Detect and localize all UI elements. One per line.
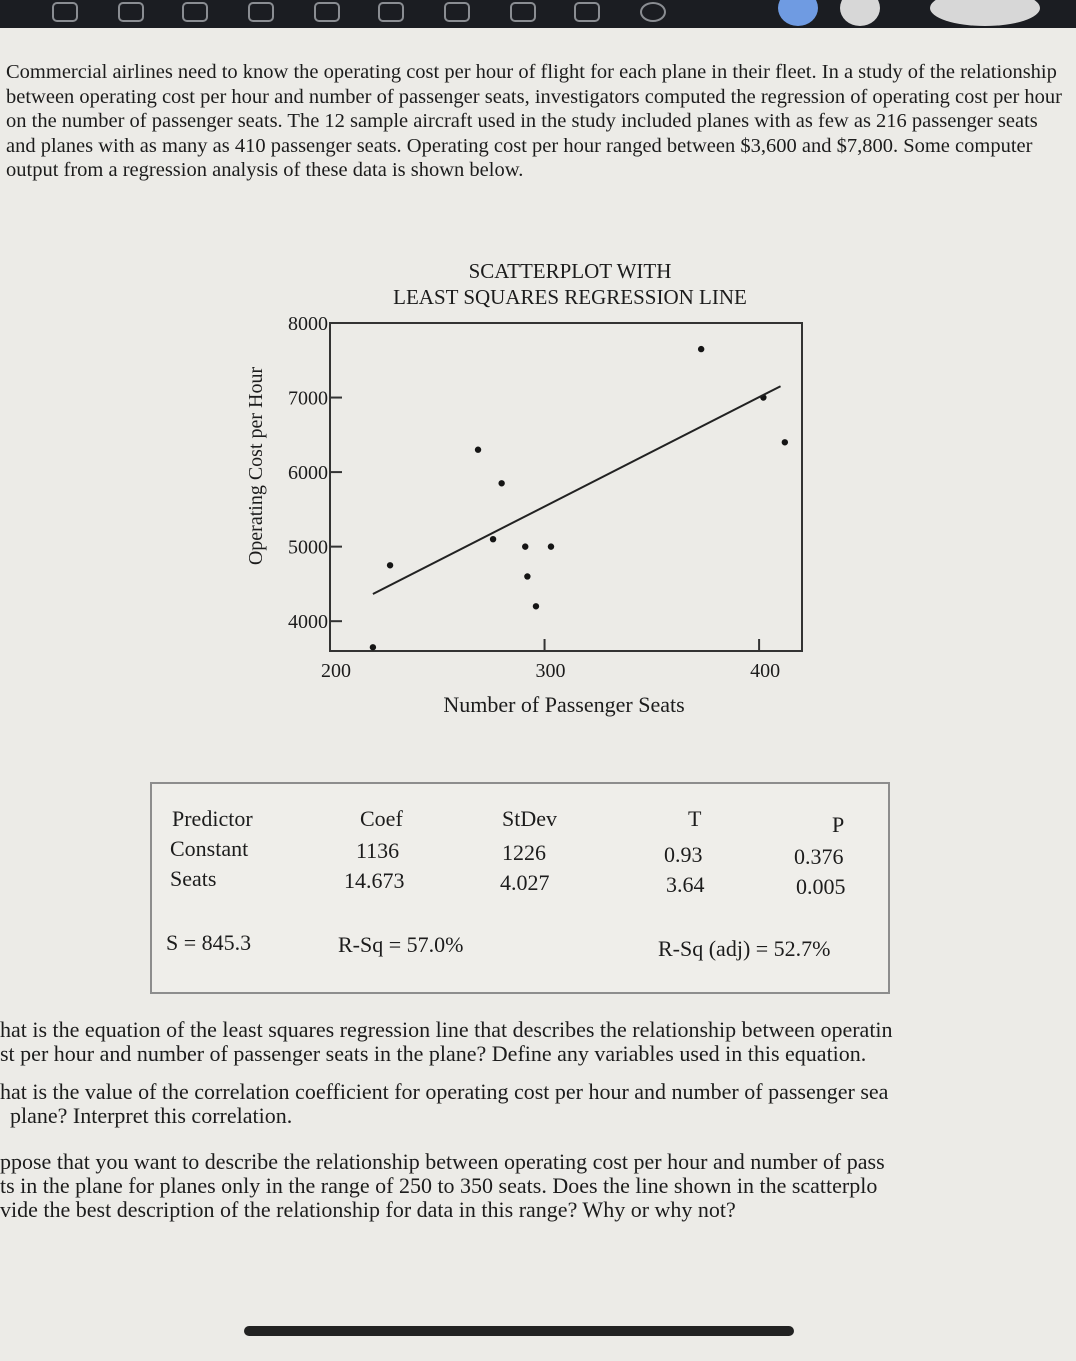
header-p: P <box>832 812 845 837</box>
chart-title-line-2: LEAST SQUARES REGRESSION LINE <box>393 285 747 309</box>
question-line: ppose that you want to describe the relationship between operating cost per hour and number of pass <box>0 1150 885 1174</box>
question-line: vide the best description of the relationship for data in this range? Why or why not? <box>0 1198 736 1222</box>
s-value: S = 845.3 <box>166 930 252 955</box>
question-line: hat is the equation of the least squares regression line that describes the relationship between operatin <box>0 1018 893 1042</box>
regression-line <box>373 386 781 594</box>
question-list <box>0 1018 1076 1222</box>
question-line: ts in the plane for planes only in the range of 250 to 350 seats. Does the line shown in the scatterplo <box>0 1174 878 1198</box>
x-tick-label: 200 <box>321 660 351 682</box>
data-point <box>698 346 704 352</box>
data-point <box>387 562 393 568</box>
data-point <box>490 536 496 542</box>
data-point <box>475 447 481 453</box>
row-seats-p: 0.005 <box>796 874 846 899</box>
question-line: st per hour and number of passenger seats in the plane? Define any variables used in this equation. <box>0 1042 867 1066</box>
data-point <box>498 480 504 486</box>
data-point <box>524 573 530 579</box>
y-axis-ticks <box>288 313 342 633</box>
row-constant-stdev: 1226 <box>502 840 546 865</box>
y-axis-label: Operating Cost per Hour <box>245 366 267 566</box>
r-sq-adj-value: R-Sq (adj) = 52.7% <box>658 936 831 961</box>
y-tick-label: 8000 <box>288 313 328 335</box>
y-tick-label: 7000 <box>288 387 328 410</box>
question-line: plane? Interpret this correlation. <box>10 1104 293 1128</box>
x-tick-label: 300 <box>535 660 566 682</box>
x-axis-ticks <box>321 639 780 682</box>
data-point <box>370 644 376 650</box>
y-tick-label: 5000 <box>288 536 328 559</box>
row-constant-predictor: Constant <box>170 836 249 861</box>
y-tick-label: 6000 <box>288 462 328 485</box>
home-indicator-bar <box>244 1326 794 1336</box>
data-point <box>782 439 788 445</box>
plot-area-frame <box>330 323 802 651</box>
problem-intro-text: Commercial airlines need to know the operating cost per hour of flight for each plane in their fleet. In a study of the relationship between operating cost per hour and number of passenger seats, investigators computed the regression of operating cost per hour on the number of passenger seats. The 12 sample aircraft used in the study included planes with as few as 216 passenger seats and planes with as many as 410 passenger seats. Operating cost per hour ranged between $3,600 and $7,800. Some computer output from a regression analysis of these data is shown below. <box>6 61 1063 181</box>
data-point <box>522 543 528 549</box>
header-t: T <box>688 806 702 831</box>
row-constant-p: 0.376 <box>794 844 844 869</box>
data-point <box>548 543 554 549</box>
header-coef: Coef <box>360 806 403 831</box>
row-constant-coef: 1136 <box>356 838 400 863</box>
data-points <box>370 346 788 651</box>
data-point <box>533 603 539 609</box>
y-tick-label: 4000 <box>288 611 328 634</box>
header-predictor: Predictor <box>172 806 253 831</box>
x-axis-label: Number of Passenger Seats <box>443 692 685 717</box>
question-line: hat is the value of the correlation coefficient for operating cost per hour and number of passenger sea <box>0 1080 889 1104</box>
row-constant-t: 0.93 <box>664 842 703 867</box>
row-seats-stdev: 4.027 <box>500 870 550 895</box>
r-sq-value: R-Sq = 57.0% <box>338 932 464 957</box>
regression-output-table <box>150 782 890 994</box>
chart-title-line-1: SCATTERPLOT WITH <box>468 259 672 283</box>
header-stdev: StDev <box>502 806 557 831</box>
row-seats-coef: 14.673 <box>344 868 405 893</box>
row-seats-t: 3.64 <box>666 872 705 897</box>
row-seats-predictor: Seats <box>170 866 217 891</box>
x-tick-label: 400 <box>750 660 781 682</box>
